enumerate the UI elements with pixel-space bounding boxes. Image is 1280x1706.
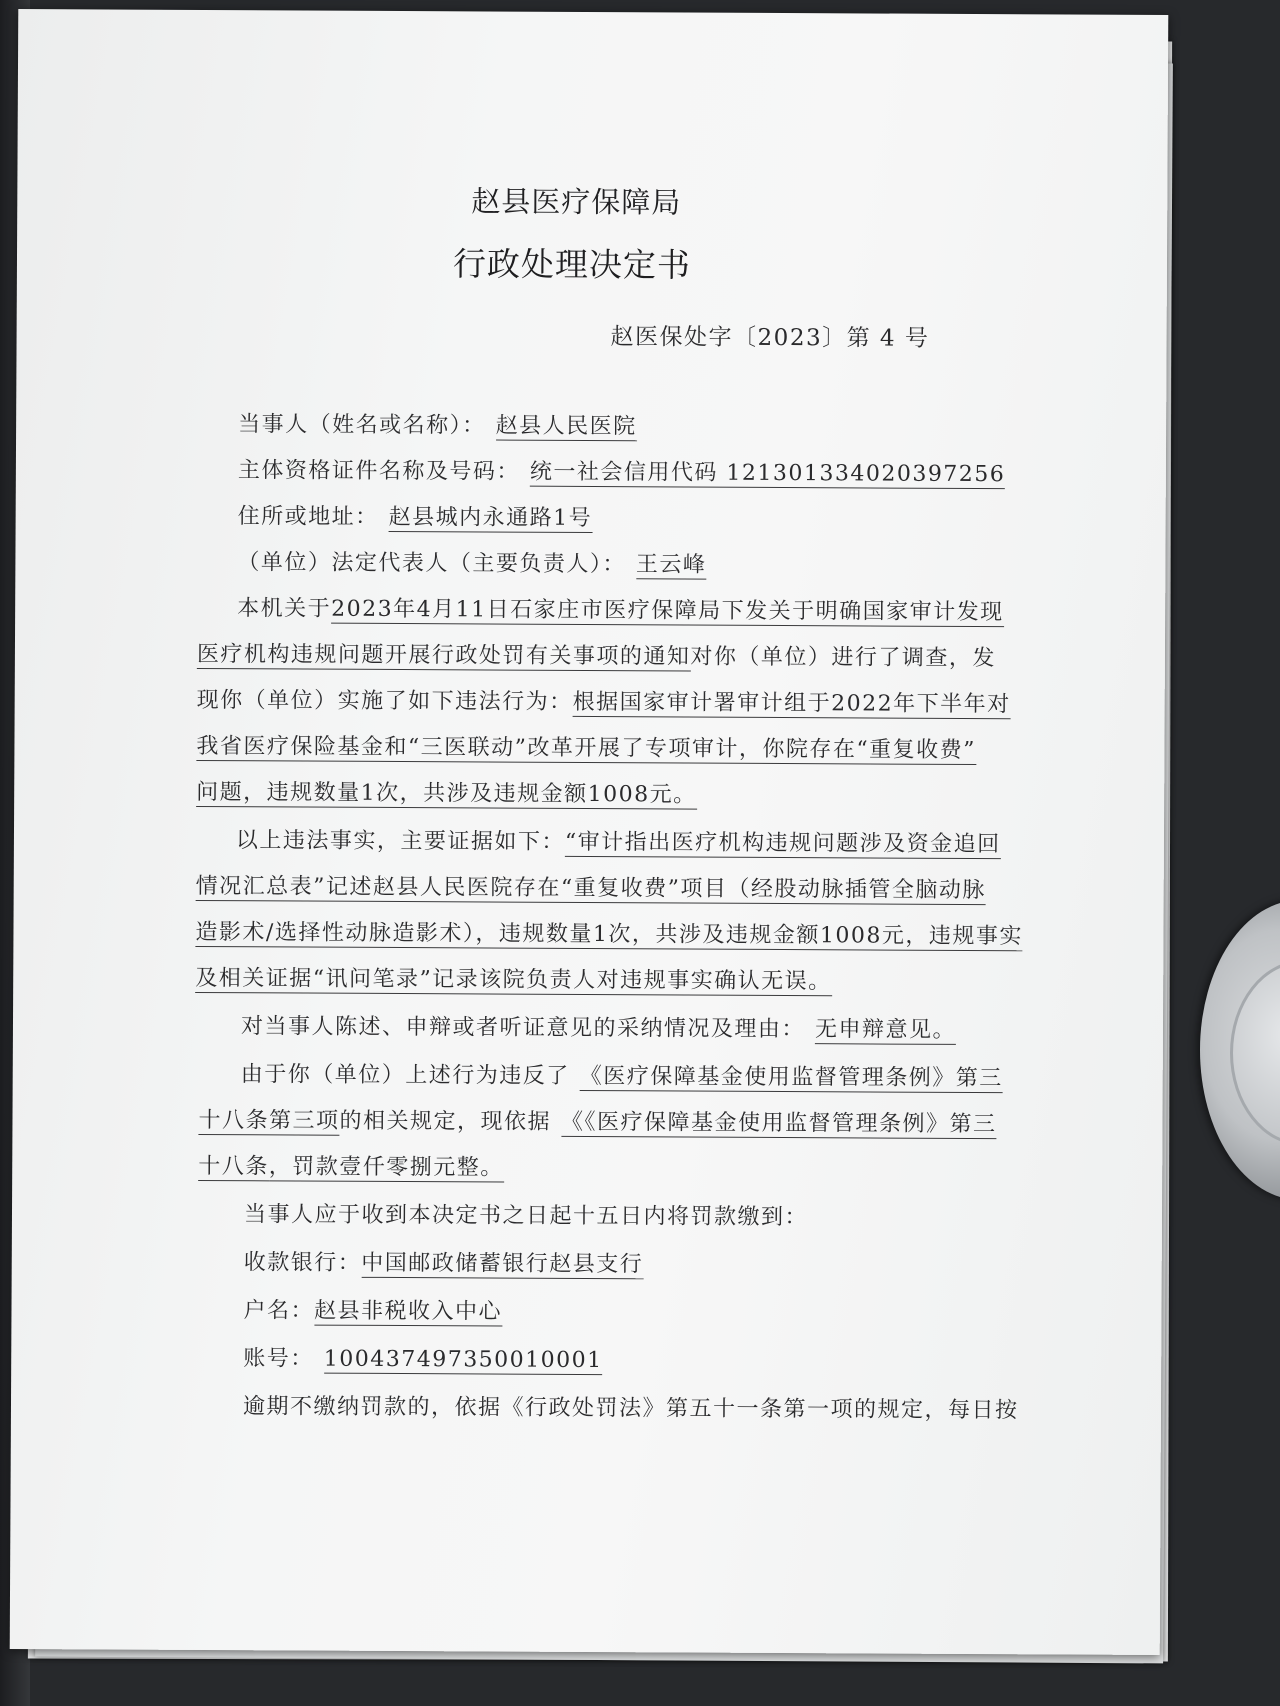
metal-disc-object <box>1200 900 1280 1200</box>
paragraph-4-line-2: 十八条第三项的相关规定，现依据 《《医疗保障基金使用监督管理条例》第三 <box>198 1107 997 1138</box>
account-name-value: 赵县非税收入中心 <box>313 1298 503 1325</box>
paragraph-4-line-1: 由于你（单位）上述行为违反了 《医疗保障基金使用监督管理条例》第三 <box>240 1062 1003 1092</box>
paragraph-2-line-1: 以上违法事实，主要证据如下：“审计指出医疗机构违规问题涉及资金追回 <box>235 828 1001 858</box>
document-type-title: 行政处理决定书 <box>452 244 692 285</box>
bank-label: 收款银行： <box>243 1250 362 1276</box>
paragraph-2-line-4: 及相关证据“讯问笔录”记录该院负责人对违规事实确认无误。 <box>195 965 832 995</box>
agency-title: 赵县医疗保障局 <box>471 184 682 220</box>
defense-opinion: 无申辩意见。 <box>814 1017 957 1043</box>
violated-regulation: 《医疗保障基金使用监督管理条例》第三 <box>579 1063 1003 1092</box>
party-address-row <box>238 502 593 534</box>
notice-reference-cont: 医疗机构违规问题开展行政处罚有关事项的通知 <box>196 641 691 670</box>
account-number-label: 账号： <box>243 1346 314 1372</box>
party-cert-value: 统一社会信用代码 121301334020397256 <box>529 459 1006 488</box>
account-number-row <box>243 1344 603 1376</box>
payment-instruction: 当事人应于收到本决定书之日起十五日内将罚款缴到： <box>243 1202 809 1231</box>
party-cert-label: 主体资格证件名称及号码： <box>237 458 520 485</box>
paragraph-1-line-3: 现你（单位）实施了如下违法行为：根据国家审计署审计组于2022年下半年对 <box>196 687 1011 718</box>
party-rep-row <box>237 548 706 580</box>
bank-row <box>244 1248 644 1280</box>
party-address-value: 赵县城内永通路1号 <box>388 504 593 532</box>
paragraph-1-line-5: 问题，违规数量1次，共涉及违规金额1008元。 <box>196 779 697 808</box>
account-name-label: 户名： <box>243 1298 315 1324</box>
party-name-row <box>238 410 637 442</box>
party-cert-row <box>238 456 1006 490</box>
applied-regulation: 《《医疗保障基金使用监督管理条例》第三 <box>560 1109 997 1138</box>
evidence-description: “审计指出医疗机构违规问题涉及资金追回 <box>564 829 1001 858</box>
party-rep-value: 王云峰 <box>635 552 707 578</box>
paragraph-1-line-1: 本机关于2023年4月11日石家庄市医疗保障局下发关于明确国家审计发现 <box>237 596 1004 626</box>
violation-description: 根据国家审计署审计组于2022年下半年对 <box>572 689 1011 718</box>
paragraph-2-line-2: 情况汇总表”记述赵县人民医院存在“重复收费”项目（经股动脉插管全脑动脉 <box>195 873 987 904</box>
paragraph-1-line-2: 医疗机构违规问题开展行政处罚有关事项的通知对你（单位）进行了调查，发 <box>196 641 997 672</box>
party-rep-label: （单位）法定代表人（主要负责人）： <box>237 550 626 578</box>
paragraph-3: 对当事人陈述、申辩或者听证意见的采纳情况及理由： 无申辩意见。 <box>240 1014 957 1043</box>
paragraph-2-line-3: 造影术/选择性动脉造影术），违规数量1次，共涉及违规金额1008元，违规事实 <box>195 919 1023 950</box>
document-page <box>10 9 1169 1655</box>
penalty-amount: ，罚款壹仟零捌元整。 <box>268 1154 504 1181</box>
bank-value: 中国邮政储蓄银行赵县支行 <box>361 1250 644 1278</box>
document-number: 赵医保处字〔2023〕第 4 号 <box>610 324 930 352</box>
late-payment-clause: 逾期不缴纳罚款的，依据《行政处罚法》第五十一条第一项的规定，每日按 <box>242 1394 1019 1424</box>
party-name-value: 赵县人民医院 <box>495 413 637 440</box>
disc-inner-ring <box>1230 960 1280 1146</box>
party-address-label: 住所或地址： <box>237 504 379 530</box>
account-name-row <box>243 1296 502 1327</box>
party-name-label: 当事人（姓名或名称）： <box>238 412 486 439</box>
notice-reference: 2023年4月11日石家庄市医疗保障局下发关于明确国家审计发现 <box>331 596 1004 626</box>
paragraph-1-line-4: 我省医疗保险基金和“三医联动”改革开展了专项审计，你院存在“重复收费” <box>196 733 976 764</box>
paragraph-4-line-3: 十八条，罚款壹仟零捌元整。 <box>198 1153 504 1181</box>
account-number-value: 100437497350010001 <box>323 1346 603 1374</box>
